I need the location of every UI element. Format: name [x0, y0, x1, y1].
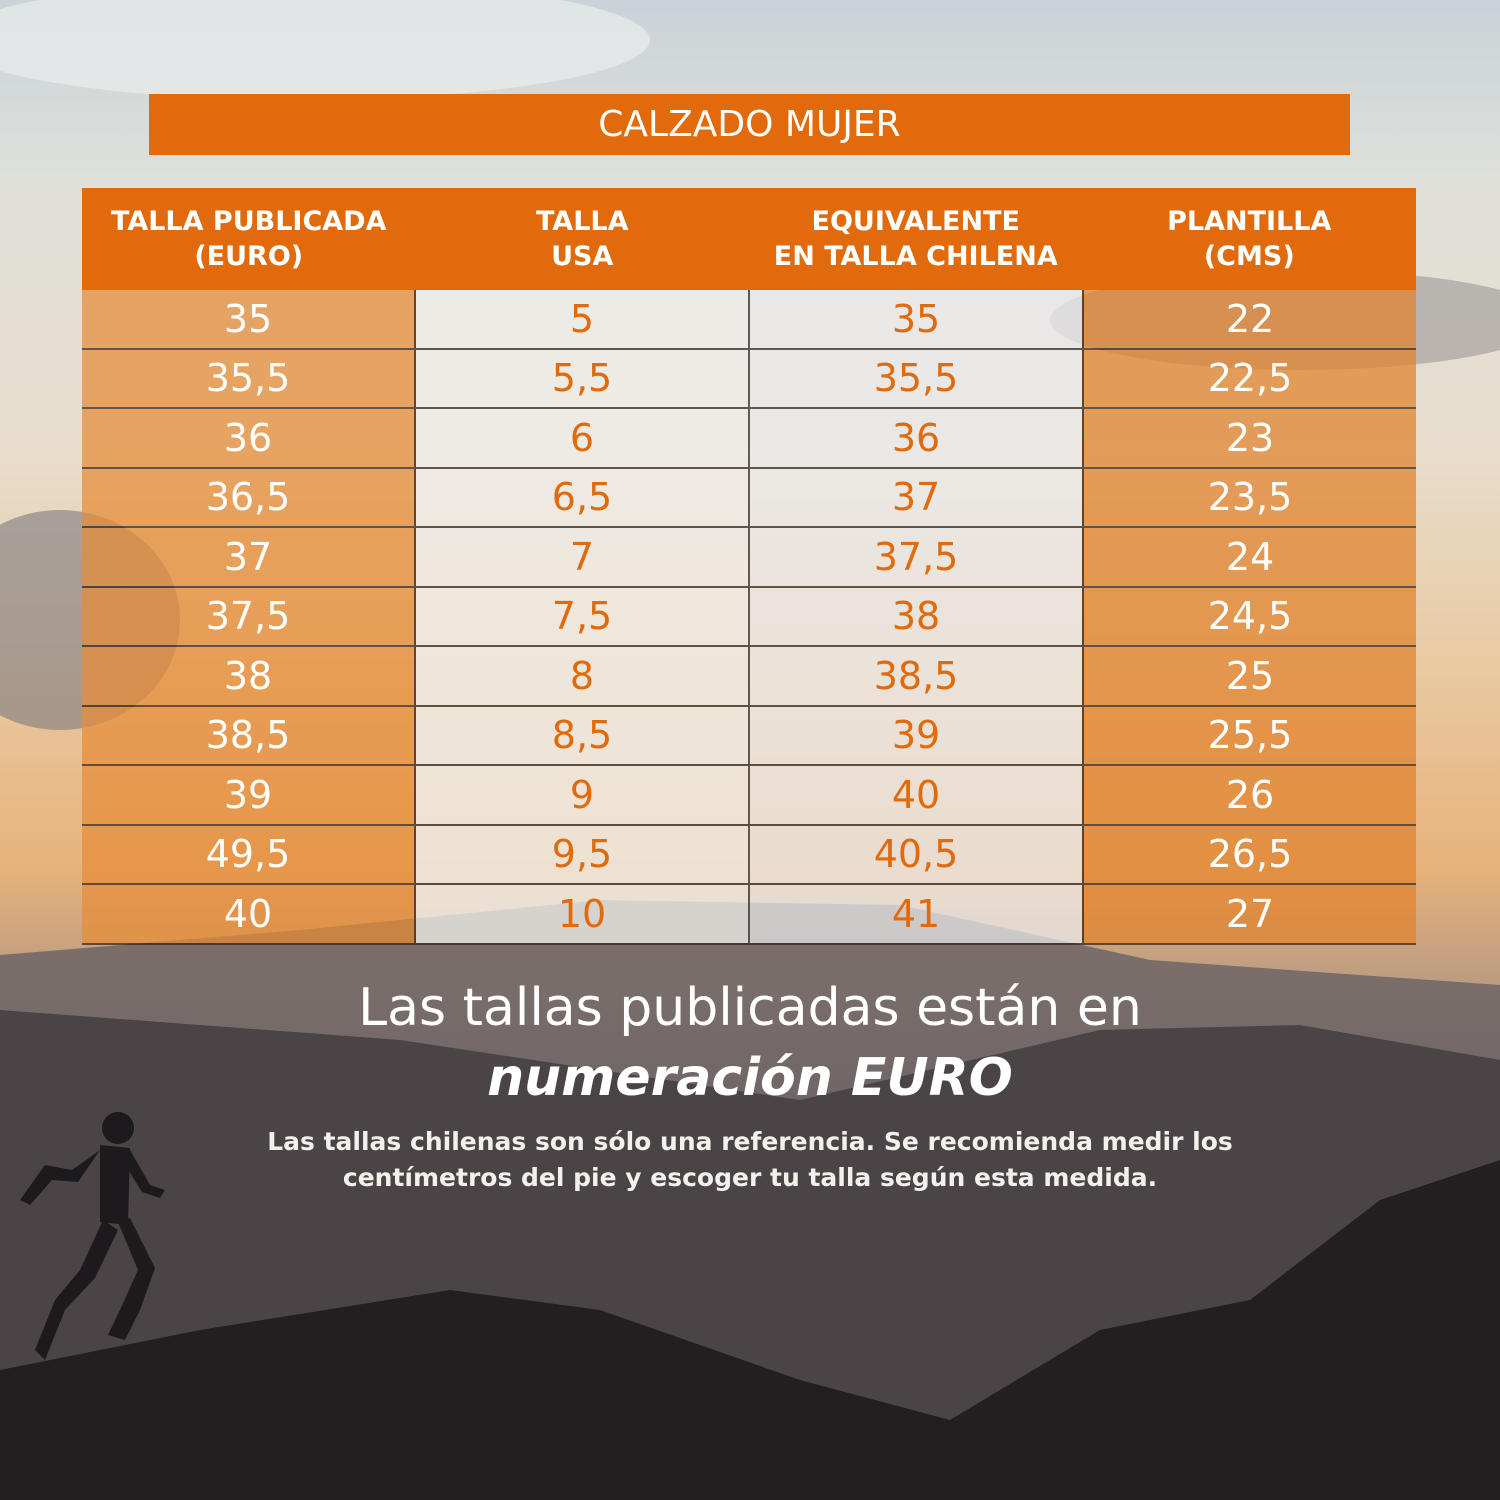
table-cell: 38 — [82, 647, 416, 705]
column-header-line: (CMS) — [1203, 241, 1295, 272]
table-cell: 38,5 — [82, 707, 416, 765]
table-row — [82, 707, 1416, 767]
table-row — [82, 647, 1416, 707]
table-cell: 9,5 — [416, 826, 750, 884]
table-row — [82, 826, 1416, 886]
column-header-line: PLANTILLA — [1167, 206, 1332, 237]
table-cell: 36,5 — [82, 469, 416, 527]
column-header — [1083, 188, 1417, 290]
column-header — [416, 188, 750, 290]
headline-line1: Las tallas publicadas están en — [358, 978, 1142, 1038]
table-cell: 9 — [416, 766, 750, 824]
cloud — [0, 0, 650, 100]
table-cell: 5 — [416, 290, 750, 348]
table-row — [82, 528, 1416, 588]
table-cell: 22 — [1082, 290, 1416, 348]
table-cell: 39 — [750, 707, 1082, 765]
column-header-line: EN TALLA CHILENA — [773, 241, 1058, 272]
table-cell: 24 — [1082, 528, 1416, 586]
table-cell: 25 — [1082, 647, 1416, 705]
table-cell: 5,5 — [416, 350, 750, 408]
table-cell: 26,5 — [1082, 826, 1416, 884]
column-header-line: TALLA — [535, 206, 629, 237]
table-cell: 49,5 — [82, 826, 416, 884]
table-cell: 41 — [750, 885, 1082, 943]
table-cell: 6 — [416, 409, 750, 467]
table-cell: 35,5 — [750, 350, 1082, 408]
table-cell: 24,5 — [1082, 588, 1416, 646]
note — [0, 1124, 1500, 1196]
column-header-line: USA — [551, 241, 614, 272]
table-cell: 7,5 — [416, 588, 750, 646]
table-cell: 8 — [416, 647, 750, 705]
table-cell: 23 — [1082, 409, 1416, 467]
column-header — [749, 188, 1083, 290]
table-cell: 40 — [750, 766, 1082, 824]
column-header-line: EQUIVALENTE — [811, 206, 1020, 237]
table-row — [82, 290, 1416, 350]
table-cell: 39 — [82, 766, 416, 824]
table-cell: 22,5 — [1082, 350, 1416, 408]
table-cell: 35,5 — [82, 350, 416, 408]
note-line1: Las tallas chilenas son sólo una referencia. Se recomienda medir los — [267, 1127, 1233, 1156]
table-cell: 36 — [750, 409, 1082, 467]
table-cell: 27 — [1082, 885, 1416, 943]
table-cell: 6,5 — [416, 469, 750, 527]
table-cell: 38,5 — [750, 647, 1082, 705]
table-cell: 36 — [82, 409, 416, 467]
note-line2: centímetros del pie y escoger tu talla según esta medida. — [342, 1163, 1158, 1192]
table-header — [82, 188, 1416, 290]
table-row — [82, 588, 1416, 648]
table-cell: 35 — [750, 290, 1082, 348]
table-cell: 37 — [82, 528, 416, 586]
table-cell: 8,5 — [416, 707, 750, 765]
table-cell: 37,5 — [82, 588, 416, 646]
column-header — [82, 188, 416, 290]
column-header-line: (EURO) — [194, 241, 304, 272]
table-row — [82, 409, 1416, 469]
table-body — [82, 290, 1416, 945]
table-row — [82, 469, 1416, 529]
table-cell: 40,5 — [750, 826, 1082, 884]
table-row — [82, 766, 1416, 826]
table-row — [82, 885, 1416, 945]
table-cell: 37,5 — [750, 528, 1082, 586]
table-cell: 7 — [416, 528, 750, 586]
table-cell: 23,5 — [1082, 469, 1416, 527]
column-header-line: TALLA PUBLICADA — [111, 206, 387, 237]
table-cell: 35 — [82, 290, 416, 348]
table-cell: 38 — [750, 588, 1082, 646]
table-cell: 37 — [750, 469, 1082, 527]
table-cell: 40 — [82, 885, 416, 943]
table-cell: 26 — [1082, 766, 1416, 824]
table-row — [82, 350, 1416, 410]
size-chart-table — [82, 188, 1416, 945]
table-cell: 10 — [416, 885, 750, 943]
table-cell: 25,5 — [1082, 707, 1416, 765]
page-title: CALZADO MUJER — [149, 94, 1350, 155]
headline-line2: numeración EURO — [487, 1048, 1013, 1108]
